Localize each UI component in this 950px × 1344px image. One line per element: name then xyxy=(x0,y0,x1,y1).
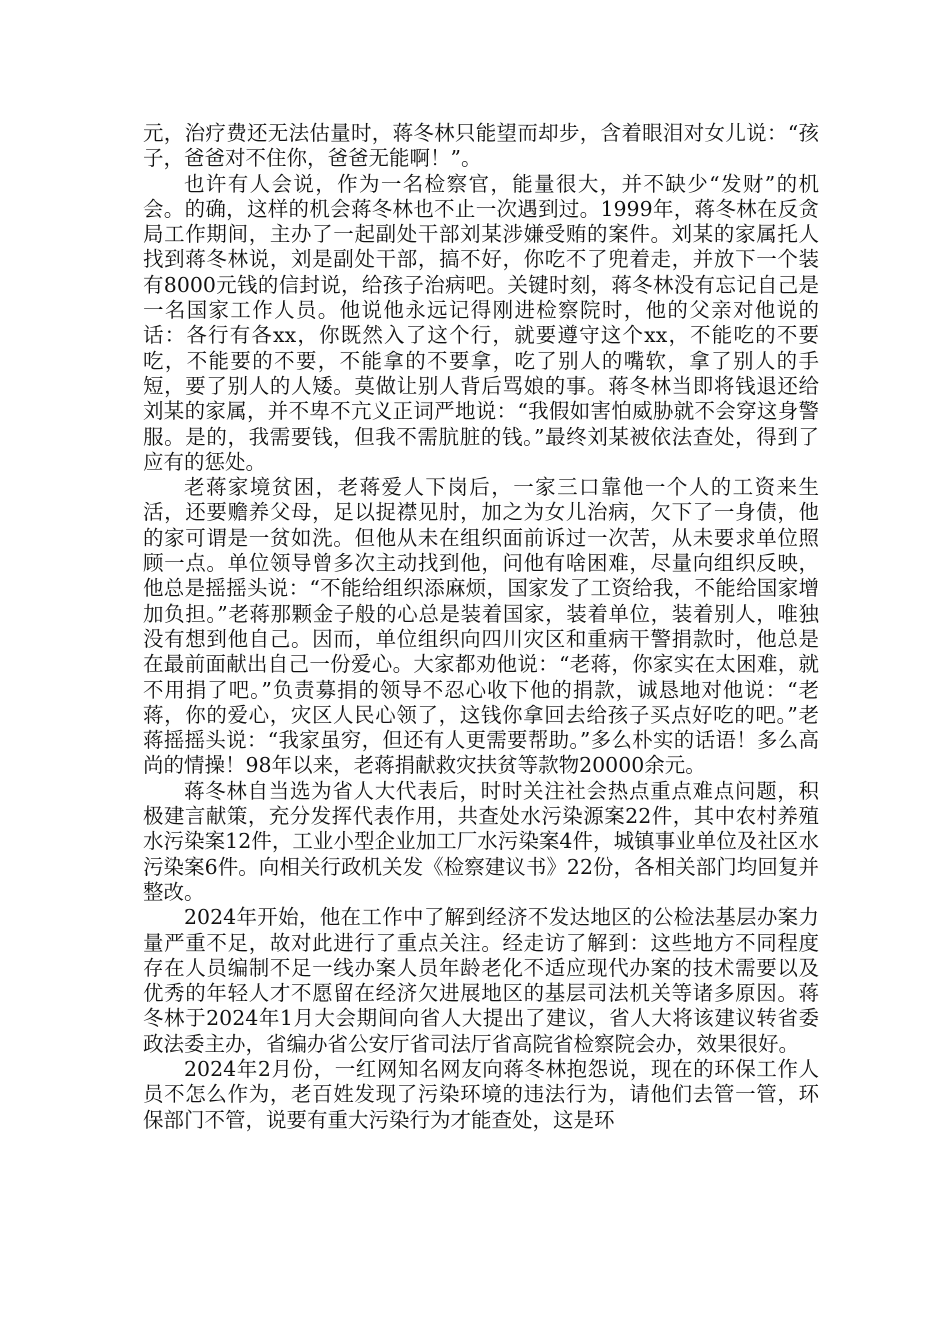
document-body xyxy=(143,121,819,1133)
paragraph-2: 也许有人会说，作为一名检察官，能量很大，并不缺少“发财”的机会。的确，这样的机会蒋冬林也不止一次遇到过。1999年，蒋冬林在反贪局工作期间，主办了一起副处干部刘某涉嫌受贿的案件。刘某的家属托人找到蒋冬林说，刘是副处干部，搞不好，你吃不了兜着走，并放下一个装有8000元钱的信封说，给孩子治病吧。关键时刻，蒋冬林没有忘记自己是一名国家工作人员。他说他永远记得刚进检察院时，他的父亲对他说的话：各行有各xx，你既然入了这个行，就要遵守这个xx，不能吃的不要吃，不能要的不要，不能拿的不要拿，吃了别人的嘴软，拿了别人的手短，要了别人的人矮。莫做让别人背后骂娘的事。蒋冬林当即将钱退还给刘某的家属，并不卑不亢义正词严地说：“我假如害怕威胁就不会穿这身警服。是的，我需要钱，但我不需肮脏的钱。”最终刘某被依法查处，得到了应有的惩处。 xyxy=(143,171,819,474)
paragraph-6: 2024年2月份，一红网知名网友向蒋冬林抱怨说，现在的环保工作人员不怎么作为，老百姓发现了污染环境的违法行为，请他们去管一管，环保部门不管，说要有重大污染行为才能查处，这是环 xyxy=(143,1056,819,1132)
paragraph-4: 蒋冬林自当选为省人大代表后，时时关注社会热点重点难点问题，积极建言献策，充分发挥代表作用，共查处水污染源案22件，其中农村养殖水污染案12件，工业小型企业加工厂水污染案4件，城镇事业单位及社区水污染案6件。向相关行政机关发《检察建议书》22份，各相关部门均回复并整改。 xyxy=(143,778,819,904)
paragraph-3: 老蒋家境贫困，老蒋爱人下岗后，一家三口靠他一个人的工资来生活，还要赡养父母，足以捉襟见肘，加之为女儿治病，欠下了一身债，他的家可谓是一贫如洗。但他从未在组织面前诉过一次苦，从未要求单位照顾一点。单位领导曾多次主动找到他，问他有啥困难，尽量向组织反映，他总是摇摇头说：“不能给组织添麻烦，国家发了工资给我，不能给国家增加负担。”老蒋那颗金子般的心总是装着国家，装着单位，装着别人，唯独没有想到他自己。因而，单位组织向四川灾区和重病干警捐款时，他总是在最前面献出自己一份爱心。大家都劝他说：“老蒋，你家实在太困难，就不用捐了吧。”负责募捐的领导不忍心收下他的捐款，诚恳地对他说：“老蒋，你的爱心，灾区人民心领了，这钱你拿回去给孩子买点好吃的吧。”老蒋摇摇头说：“我家虽穷，但还有人更需要帮助。”多么朴实的话语！多么高尚的情操！98年以来，老蒋捐献救灾扶贫等款物20000余元。 xyxy=(143,475,819,778)
paragraph-1: 元，治疗费还无法估量时，蒋冬林只能望而却步，含着眼泪对女儿说：“孩子，爸爸对不住你，爸爸无能啊！”。 xyxy=(143,121,819,171)
paragraph-5: 2024年开始，他在工作中了解到经济不发达地区的公检法基层办案力量严重不足，故对此进行了重点关注。经走访了解到：这些地方不同程度存在人员编制不足一线办案人员年龄老化不适应现代办案的技术需要以及优秀的年轻人才不愿留在经济欠进展地区的基层司法机关等诸多原因。蒋冬林于2024年1月大会期间向省人大提出了建议，省人大将该建议转省委政法委主办，省编办省公安厅省司法厅省高院省检察院会办，效果很好。 xyxy=(143,905,819,1056)
